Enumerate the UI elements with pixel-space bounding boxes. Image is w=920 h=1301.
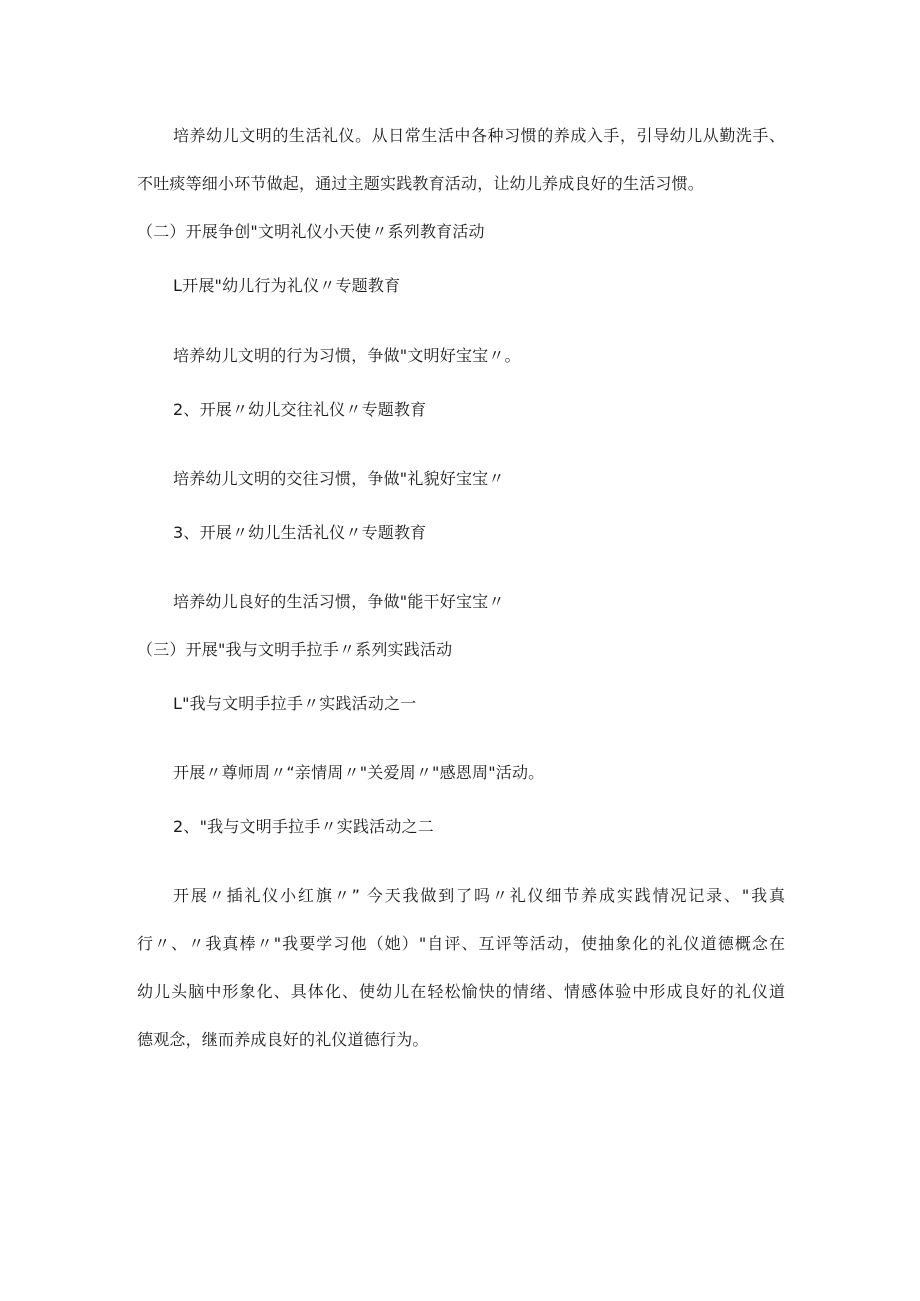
section-2-item-3-text: 培养幼儿良好的生活习惯，争做"能干好宝宝〃 bbox=[173, 592, 505, 611]
section-2-heading: （二）开展争创"文明礼仪小天使〃系列教育活动 bbox=[137, 222, 485, 241]
section-2-item-1-heading: L开展"幼儿行为礼仪〃专题教育 bbox=[173, 276, 401, 295]
section-3-item-2-heading: 2、"我与文明手拉手〃实践活动之二 bbox=[173, 817, 434, 836]
section-3-item-1-text: 开展〃尊师周〃“亲情周〃"关爱周〃"感恩周"活动。 bbox=[173, 763, 545, 782]
section-2-item-2-text: 培养幼儿文明的交往习惯，争做"礼貌好宝宝〃 bbox=[173, 469, 505, 488]
section-3-heading: （三）开展"我与文明手拉手〃系列实践活动 bbox=[137, 640, 453, 659]
paragraph-1-line-1: 培养幼儿文明的生活礼仪。从日常生活中各种习惯的养成入手，引导幼儿从勤洗手、 bbox=[173, 126, 785, 145]
section-3-item-2-text-line-2: 行〃、〃我真棒〃"我要学习他（她）"自评、互评等活动，使抽象化的礼仪道德概念在 bbox=[137, 934, 785, 953]
section-2-item-2-heading: 2、开展〃幼儿交往礼仪〃专题教育 bbox=[173, 400, 427, 419]
section-2-item-1-text: 培养幼儿文明的行为习惯，争做"文明好宝宝〃。 bbox=[173, 346, 521, 365]
paragraph-1-line-2: 不吐痰等细小环节做起，通过主题实践教育活动，让幼儿养成良好的生活习惯。 bbox=[137, 174, 705, 193]
section-3-item-2-text-line-1: 开展〃插礼仪小红旗〃” 今天我做到了吗〃礼仪细节养成实践情况记录、"我真 bbox=[173, 886, 785, 905]
section-3-item-2-text-line-4: 德观念，继而养成良好的礼仪道德行为。 bbox=[137, 1030, 429, 1049]
section-3-item-2-text-line-3: 幼儿头脑中形象化、具体化、使幼儿在轻松愉快的情绪、情感体验中形成良好的礼仪道 bbox=[137, 982, 785, 1001]
section-2-item-3-heading: 3、开展〃幼儿生活礼仪〃专题教育 bbox=[173, 523, 427, 542]
section-3-item-1-heading: L"我与文明手拉手〃实践活动之一 bbox=[173, 694, 417, 713]
